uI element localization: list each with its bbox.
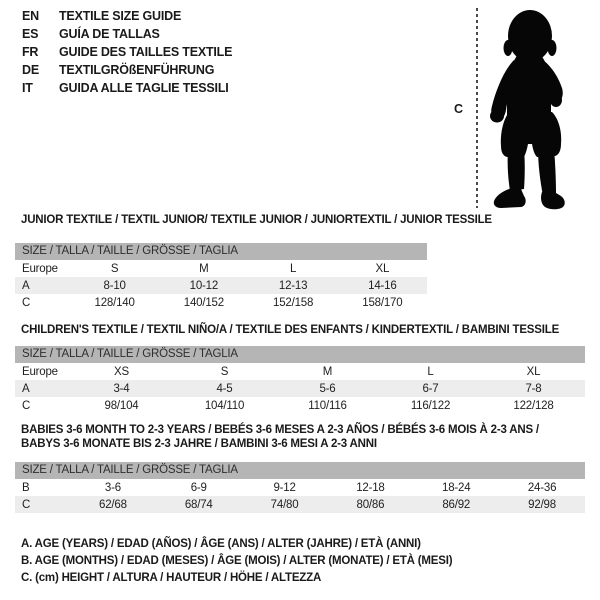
- language-title: GUIDA ALLE TAGLIE TESSILI: [59, 81, 229, 95]
- row-label: C: [22, 296, 31, 309]
- language-row: [22, 79, 232, 97]
- row-label: C: [22, 498, 31, 511]
- table-cell: L: [427, 365, 434, 378]
- table-cell: 158/170: [362, 296, 403, 309]
- table-cell: 92/98: [528, 498, 556, 511]
- section-heading: [15, 423, 585, 451]
- table-cell: 3-6: [104, 481, 121, 494]
- language-row: [22, 25, 232, 43]
- language-title: GUÍA DE TALLAS: [59, 27, 160, 41]
- language-code: ES: [22, 27, 39, 41]
- table-row: [15, 260, 427, 277]
- size-section: [15, 213, 492, 311]
- table-cell: 18-24: [442, 481, 471, 494]
- footnote-line: A. AGE (YEARS) / EDAD (AÑOS) / ÂGE (ANS) / ALTER (JAHRE) / ETÀ (ANNI): [21, 538, 421, 550]
- size-table: [15, 363, 585, 414]
- size-header-bar: SIZE / TALLA / TAILLE / GRÖSSE / TAGLIA: [15, 346, 585, 363]
- size-table: [15, 260, 427, 311]
- size-tables-area: [15, 213, 585, 513]
- baby-figure-area: [450, 6, 595, 218]
- table-cell: 80/86: [356, 498, 385, 511]
- size-section: [15, 423, 585, 513]
- height-measure-label: C: [454, 102, 464, 116]
- table-cell: 110/116: [308, 399, 347, 412]
- table-cell: 122/128: [513, 399, 554, 412]
- footnote-line: C. (cm) HEIGHT / ALTURA / HAUTEUR / HÖHE / ALTEZZA: [21, 572, 322, 584]
- table-cell: 116/122: [410, 399, 451, 412]
- language-code: IT: [22, 81, 33, 95]
- table-cell: 6-7: [422, 382, 439, 395]
- row-label: A: [22, 279, 30, 292]
- table-cell: 128/140: [94, 296, 135, 309]
- row-label: Europe: [22, 262, 58, 275]
- section-heading: [15, 323, 585, 337]
- language-row: [22, 61, 232, 79]
- table-cell: 86/92: [442, 498, 471, 511]
- table-cell: M: [199, 262, 209, 275]
- size-header-bar: SIZE / TALLA / TAILLE / GRÖSSE / TAGLIA: [15, 462, 585, 479]
- table-cell: XS: [114, 365, 129, 378]
- table-cell: XL: [375, 262, 390, 275]
- table-cell: 7-8: [525, 382, 542, 395]
- table-row: [15, 363, 585, 380]
- size-table: [15, 479, 585, 513]
- table-cell: 12-18: [356, 481, 385, 494]
- section-heading: [15, 213, 492, 227]
- table-cell: 4-5: [216, 382, 233, 395]
- table-cell: 152/158: [273, 296, 314, 309]
- table-cell: 68/74: [184, 498, 213, 511]
- table-cell: 14-16: [368, 279, 397, 292]
- language-title: TEXTILGRÖßENFÜHRUNG: [59, 63, 215, 77]
- table-cell: 10-12: [189, 279, 219, 292]
- size-header-bar: SIZE / TALLA / TAILLE / GRÖSSE / TAGLIA: [15, 243, 427, 260]
- table-cell: 98/104: [104, 399, 139, 412]
- table-cell: 6-9: [190, 481, 207, 494]
- table-cell: M: [322, 365, 333, 378]
- baby-silhouette-icon: [485, 8, 575, 214]
- table-row: [15, 380, 585, 397]
- table-row: [15, 496, 585, 513]
- section-heading-line: JUNIOR TEXTILE / TEXTIL JUNIOR/ TEXTILE JUNIOR / JUNIORTEXTIL / JUNIOR TESSILE: [21, 214, 492, 226]
- table-cell: S: [220, 365, 229, 378]
- language-row: [22, 43, 232, 61]
- language-list: [22, 7, 232, 97]
- table-cell: S: [110, 262, 119, 275]
- table-row: [15, 397, 585, 414]
- table-cell: 5-6: [319, 382, 336, 395]
- table-row: [15, 479, 585, 496]
- footnote-line: B. AGE (MONTHS) / EDAD (MESES) / ÂGE (MOIS) / ALTER (MONATE) / ETÀ (MESI): [21, 555, 453, 567]
- table-cell: 74/80: [270, 498, 299, 511]
- language-row: [22, 7, 232, 25]
- table-cell: 62/68: [99, 498, 127, 511]
- row-label: B: [22, 481, 30, 494]
- table-cell: XL: [526, 365, 541, 378]
- size-section: [15, 323, 585, 414]
- language-title: TEXTILE SIZE GUIDE: [59, 9, 182, 23]
- table-cell: 140/152: [183, 296, 224, 309]
- table-cell: L: [290, 262, 297, 275]
- table-cell: 12-13: [278, 279, 308, 292]
- table-cell: 3-4: [113, 382, 130, 395]
- language-code: DE: [22, 63, 39, 77]
- language-code: FR: [22, 45, 39, 59]
- table-cell: 104/110: [204, 399, 245, 412]
- table-cell: 8-10: [103, 279, 126, 292]
- table-cell: 9-12: [273, 481, 296, 494]
- table-row: [15, 277, 427, 294]
- language-code: EN: [22, 9, 39, 23]
- row-label: C: [22, 399, 31, 412]
- table-row: [15, 294, 427, 311]
- language-title: GUIDE DES TAILLES TEXTILE: [59, 45, 233, 59]
- row-label: Europe: [22, 365, 58, 378]
- section-heading-line: CHILDREN'S TEXTILE / TEXTIL NIÑO/A / TEXTILE DES ENFANTS / KINDERTEXTIL / BAMBINI TESSILE: [21, 324, 560, 336]
- footnotes: [15, 536, 452, 587]
- height-dashed-line: [476, 8, 478, 208]
- section-heading-line: BABIES 3-6 MONTH TO 2-3 YEARS / BEBÉS 3-6 MESES A 2-3 AÑOS / BÉBÉS 3-6 MOIS À 2-3 ANS /: [21, 424, 539, 436]
- table-cell: 24-36: [527, 481, 557, 494]
- section-heading-line: BABYS 3-6 MONATE BIS 2-3 JAHRE / BAMBINI 3-6 MESI A 2-3 ANNI: [21, 438, 377, 450]
- row-label: A: [22, 382, 30, 395]
